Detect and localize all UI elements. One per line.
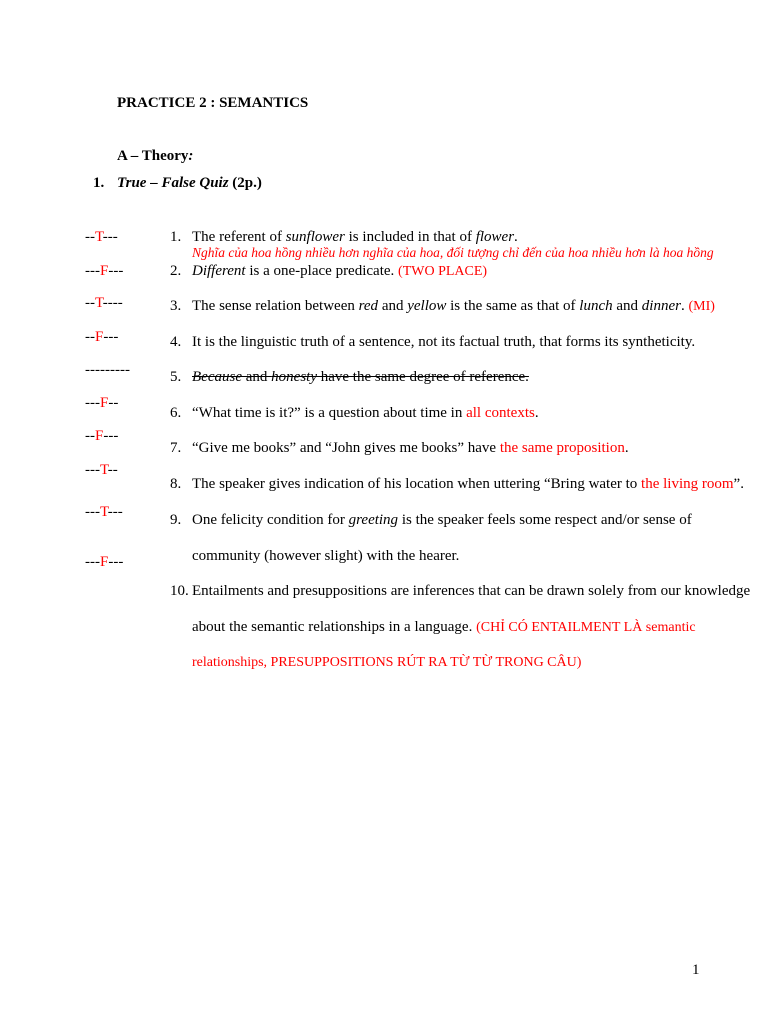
question-6-highlight: all contexts: [466, 405, 535, 421]
question-10-text: Entailments and presuppositions are inferences that can be drawn solely from our knowledge: [192, 583, 751, 599]
answer-4: --F---: [85, 329, 119, 345]
answer-8: ---T--: [85, 462, 118, 478]
subsection-number: 1.: [93, 175, 105, 191]
question-1-note: Nghĩa của hoa hồng nhiều hơn nghĩa của hoa, đối tượng chỉ đến của hoa nhiều hơn là hoa hồng: [192, 245, 714, 260]
question-8-highlight: the living room: [641, 476, 734, 492]
answer-6: ---F--: [85, 395, 119, 411]
answer-2: ---F---: [85, 263, 124, 279]
question-7-text: “Give me books” and “John gives me books” have the same proposition.: [192, 440, 629, 456]
question-number: 5.: [170, 369, 182, 385]
question-2-text: Different is a one-place predicate. (TWO PLACE): [192, 263, 488, 279]
subsection-points: (2p.): [228, 175, 262, 191]
subsection-heading: [93, 174, 104, 192]
question-number: 3.: [170, 298, 182, 314]
answer-1: --T---: [85, 229, 118, 245]
question-3-annotation: (MI): [688, 299, 715, 314]
question-number: 10.: [170, 583, 189, 599]
question-2-annotation: (TWO PLACE): [398, 264, 488, 279]
question-3-text: The sense relation between red and yellow is the same as that of lunch and dinner. (MI): [192, 298, 715, 314]
answer-mark: F: [100, 263, 109, 279]
answer-mark: T: [95, 229, 103, 245]
question-10-annotation: (CHỈ CÓ ENTAILMENT LÀ semantic: [476, 620, 696, 635]
answer-mark: F: [100, 395, 109, 411]
answer-mark: F: [100, 554, 109, 570]
question-9-text: One felicity condition for greeting is the speaker feels some respect and/or sense of: [192, 512, 692, 528]
question-number: 9.: [170, 512, 182, 528]
question-10-annotation-line2: relationships, PRESUPPOSITIONS RÚT RA TỪ TỪ TRONG CÂU): [192, 655, 582, 670]
question-5-row: 5. Because and honesty have the same degree of reference.: [170, 369, 529, 385]
question-number: 8.: [170, 476, 182, 492]
section-a-heading: [117, 147, 193, 165]
answer-mark: T: [100, 504, 108, 520]
answer-mark: F: [95, 329, 104, 345]
question-number: 4.: [170, 334, 182, 350]
question-4-text: It is the linguistic truth of a sentence, not its factual truth, that forms its syntheticity.: [192, 334, 696, 350]
question-1-text: The referent of sunflower is included in that of flower.: [192, 229, 518, 245]
subsection-title: [117, 174, 262, 192]
answer-7: --F---: [85, 428, 119, 444]
page-title: PRACTICE 2 : SEMANTICS: [117, 95, 309, 111]
question-number: 1.: [170, 229, 182, 245]
question-9-text-line2: community (however slight) with the hearer.: [192, 548, 460, 564]
question-7-highlight: the same proposition: [499, 440, 625, 456]
question-10-text-line2: about the semantic relationships in a language. (CHỈ CÓ ENTAILMENT LÀ semantic: [192, 619, 696, 635]
page-number: 1: [692, 962, 700, 978]
section-a-label: A – Theory: [117, 148, 189, 164]
answer-mark: T: [95, 295, 103, 311]
answer-5: ---------: [85, 362, 130, 378]
subsection-title-text: True – False Quiz: [117, 175, 229, 191]
question-number: 6.: [170, 405, 182, 421]
answer-mark: F: [95, 428, 104, 444]
question-number: 7.: [170, 440, 182, 456]
answer-3: --T----: [85, 295, 123, 311]
answer-9: ---T---: [85, 504, 123, 520]
question-number: 2.: [170, 263, 182, 279]
question-8-text: The speaker gives indication of his location when uttering “Bring water to the living room”.: [192, 476, 744, 492]
answer-mark: T: [100, 462, 108, 478]
question-6-text: “What time is it?” is a question about time in all contexts.: [192, 405, 539, 421]
answer-10: ---F---: [85, 554, 124, 570]
section-a-colon: :: [188, 148, 194, 164]
